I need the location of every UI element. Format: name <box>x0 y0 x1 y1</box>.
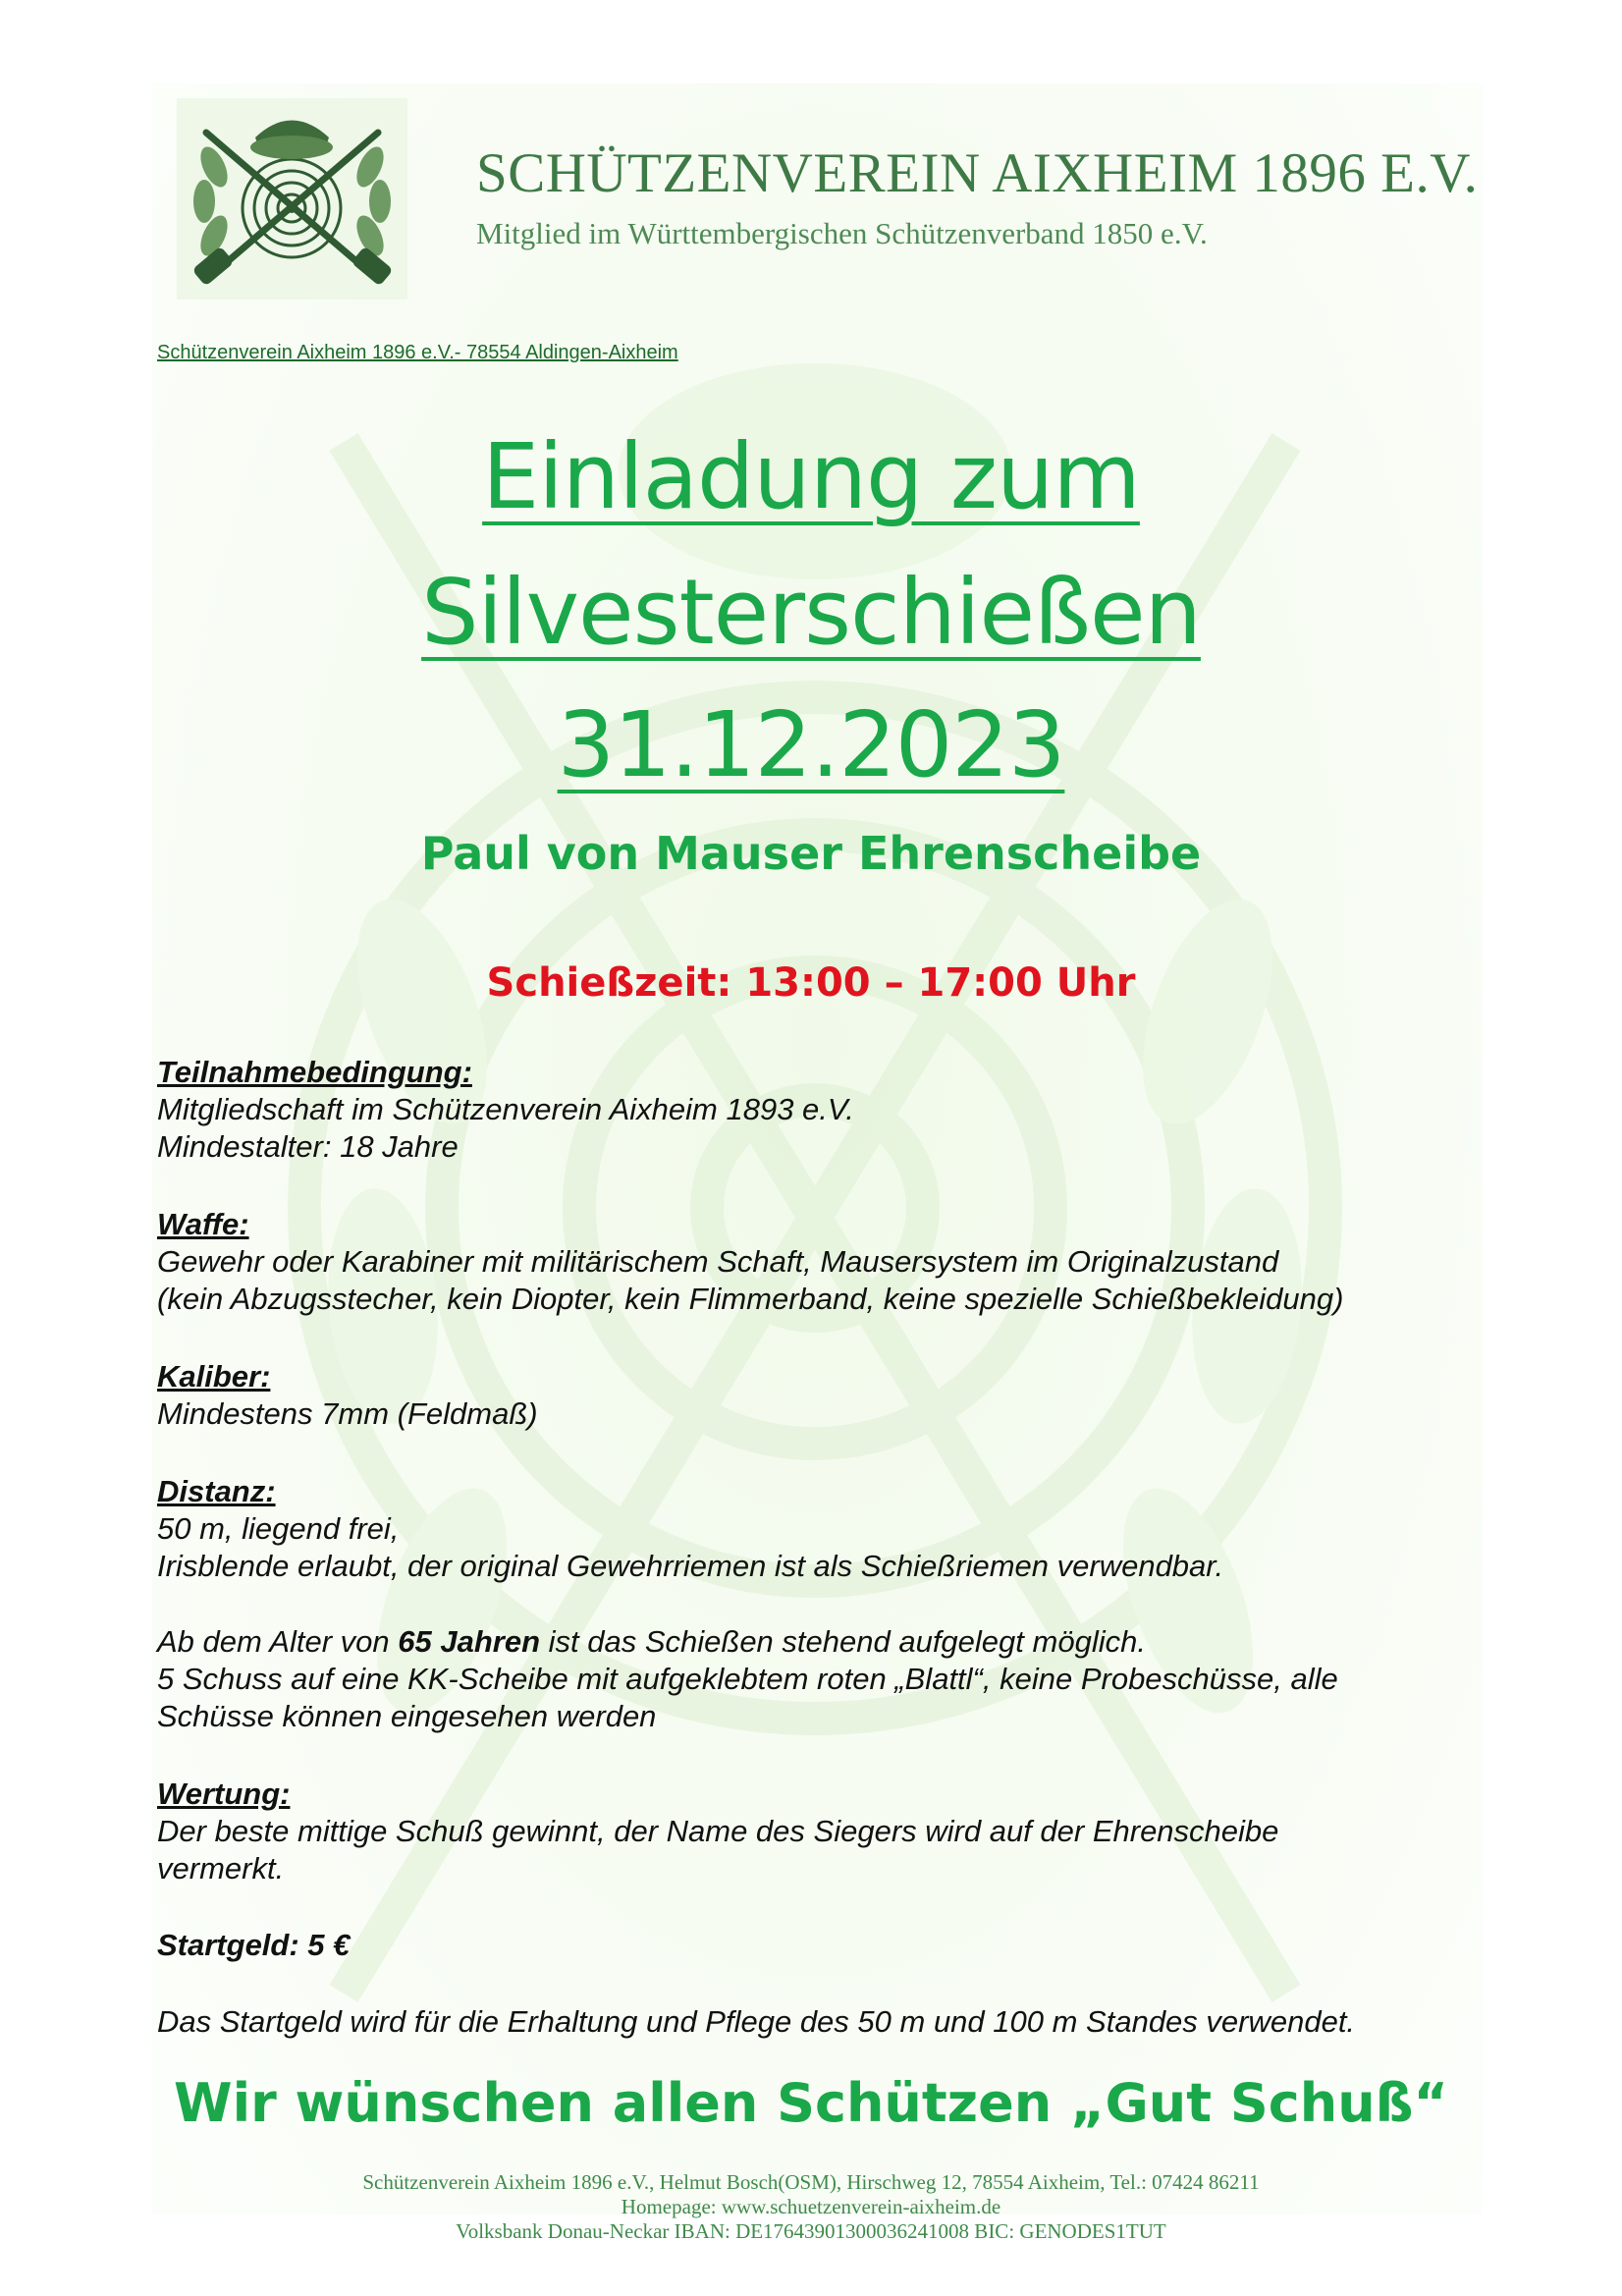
membership-line: Mitglied im Württembergischen Schützenverband 1850 e.V. <box>476 216 1208 250</box>
participation-line: Mindestalter: 18 Jahre <box>157 1129 459 1164</box>
footer-homepage: Homepage: www.schuetzenverein-aixheim.de <box>621 2195 1001 2218</box>
target-line: Schüsse können eingesehen werden <box>157 1699 657 1733</box>
participation-label: Teilnahmebedingung: <box>157 1055 472 1089</box>
weapon-section <box>157 1206 1343 1318</box>
distance-section <box>157 1473 1223 1585</box>
age-rule-line <box>157 1623 1338 1661</box>
age-rule-post: ist das Schießen stehend aufgelegt möglich. <box>540 1624 1146 1659</box>
letterhead <box>177 98 1479 300</box>
title-line-1: Einladung zum <box>482 424 1140 529</box>
scoring-section <box>157 1776 1278 1887</box>
caliber-label: Kaliber: <box>157 1359 271 1394</box>
footer-bank: Volksbank Donau-Neckar IBAN: DE17643901300036241008 BIC: GENODES1TUT <box>456 2219 1166 2243</box>
scoring-label: Wertung: <box>157 1777 291 1811</box>
event-subtitle: Paul von Mauser Ehrenscheibe <box>420 827 1202 880</box>
footer <box>0 2170 1622 2244</box>
age-rule-pre: Ab dem Alter von <box>157 1624 399 1659</box>
distance-line: 50 m, liegend frei, <box>157 1511 400 1546</box>
event-date: 31.12.2023 <box>557 692 1065 797</box>
participation-line: Mitgliedschaft im Schützenverein Aixheim 1893 e.V. <box>157 1092 854 1126</box>
distance-label: Distanz: <box>157 1474 276 1508</box>
target-line: 5 Schuss auf eine KK-Scheibe mit aufgeklebtem roten „Blattl“, keine Probeschüsse, alle <box>157 1662 1338 1696</box>
age-rule-section <box>157 1623 1338 1735</box>
footer-address: Schützenverein Aixheim 1896 e.V., Helmut Bosch(OSM), Hirschweg 12, 78554 Aixheim, Tel.: 07424 86211 <box>362 2170 1260 2194</box>
caliber-line: Mindestens 7mm (Feldmaß) <box>157 1396 538 1431</box>
scoring-line: Der beste mittige Schuß gewinnt, der Name des Siegers wird auf der Ehrenscheibe <box>157 1814 1279 1848</box>
shooting-club-emblem-icon <box>177 98 407 300</box>
weapon-label: Waffe: <box>157 1207 249 1241</box>
club-name: SCHÜTZENVEREIN AIXHEIM 1896 E.V. <box>476 142 1479 204</box>
caliber-section <box>157 1358 538 1433</box>
entry-fee-note: Das Startgeld wird für die Erhaltung und Pflege des 50 m und 100 m Standes verwendet. <box>157 2004 1356 2039</box>
age-threshold: 65 Jahren <box>398 1624 541 1659</box>
distance-line: Irisblende erlaubt, der original Gewehrriemen ist als Schießriemen verwendbar. <box>157 1549 1224 1583</box>
return-address: Schützenverein Aixheim 1896 e.V.- 78554 Aldingen-Aixheim <box>157 342 678 363</box>
weapon-line: Gewehr oder Karabiner mit militärischem Schaft, Mausersystem im Originalzustand <box>157 1244 1279 1279</box>
weapon-line: (kein Abzugsstecher, kein Diopter, kein Flimmerband, keine spezielle Schießbekleidung) <box>157 1282 1344 1316</box>
closing-wish: Wir wünschen allen Schützen „Gut Schuß“ <box>174 2072 1448 2134</box>
entry-fee: Startgeld: 5 € <box>157 1928 351 1962</box>
participation-section <box>157 1054 854 1166</box>
shooting-time: Schießzeit: 13:00 – 17:00 Uhr <box>486 960 1136 1006</box>
scoring-line: vermerkt. <box>157 1851 285 1886</box>
title-line-2: Silvesterschießen <box>421 560 1201 665</box>
